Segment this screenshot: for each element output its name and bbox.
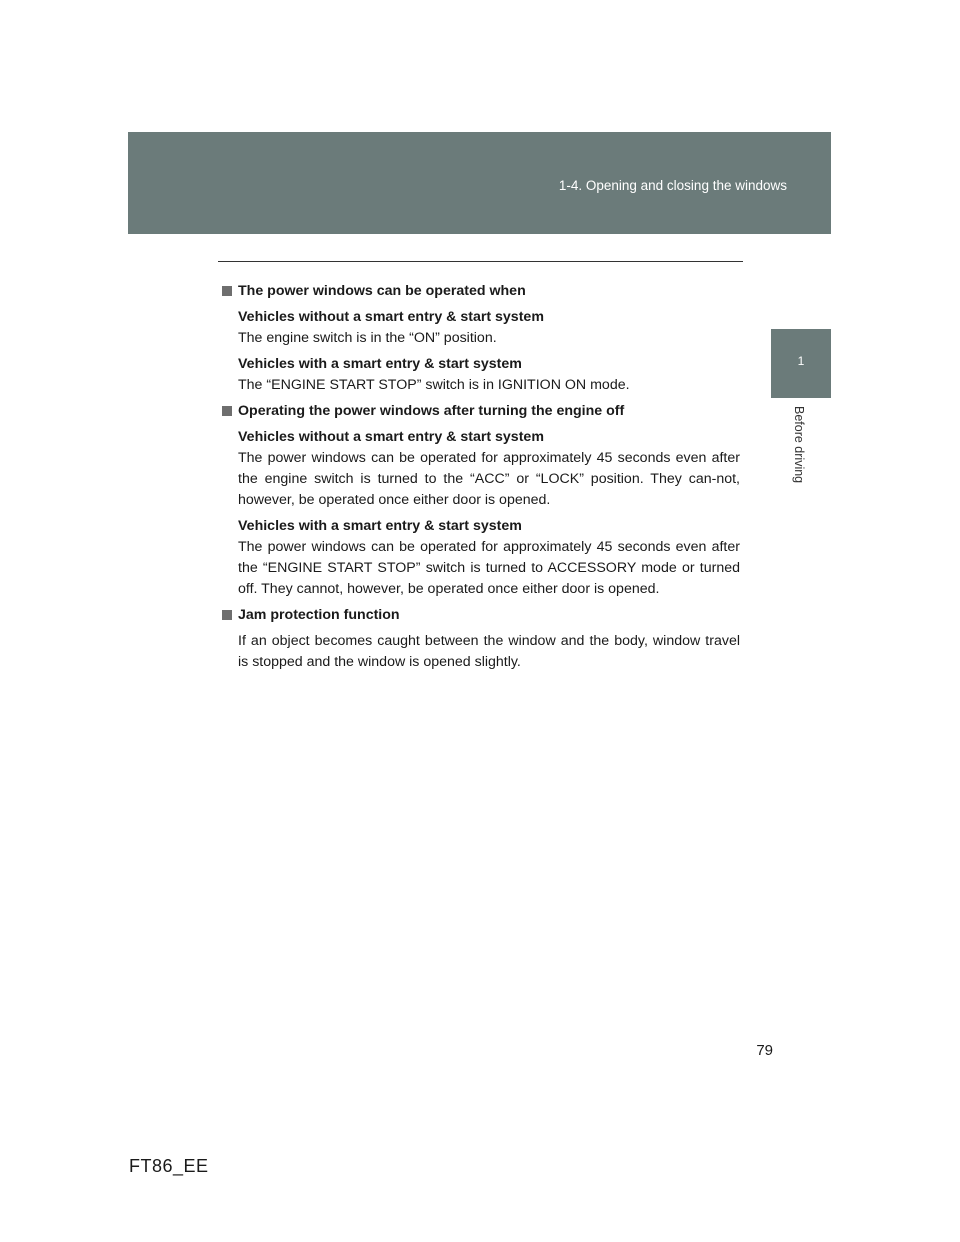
square-bullet-icon	[222, 610, 232, 620]
section-heading-text: Jam protection function	[238, 607, 400, 623]
section-heading-text: Operating the power windows after turning the engine off	[238, 403, 625, 419]
section-heading	[222, 401, 740, 422]
section-heading-text: The power windows can be operated when	[238, 283, 526, 299]
section-heading	[222, 605, 740, 626]
section-divider	[218, 261, 743, 262]
chapter-tab[interactable]	[771, 329, 831, 398]
block-text: If an object becomes caught between the window and the body, window travel is stopped and the window is opened slightly.	[238, 633, 740, 670]
block-subheading: Vehicles without a smart entry & start system	[238, 429, 544, 445]
block-text: The power windows can be operated for approximately 45 seconds even after the “ENGINE START STOP” switch is turned to ACCESSORY mode or turned off. They cannot, however, be operated once either door is opened.	[238, 539, 740, 597]
header-band	[128, 132, 831, 234]
content-block	[222, 354, 740, 396]
block-subheading: Vehicles without a smart entry & start system	[238, 309, 544, 325]
block-text: The power windows can be operated for approximately 45 seconds even after the engine switch is turned to the “ACC” or “LOCK” position. They can-not, however, be operated once either door is opened.	[238, 450, 740, 508]
content-block	[222, 307, 740, 349]
block-subheading: Vehicles with a smart entry & start system	[238, 518, 522, 534]
section-heading	[222, 281, 740, 302]
content-block	[222, 427, 740, 511]
content-block	[222, 631, 740, 673]
document-code: FT86_EE	[129, 1156, 209, 1176]
content-block	[222, 516, 740, 600]
block-text: The “ENGINE START STOP” switch is in IGNITION ON mode.	[238, 377, 630, 393]
page-content	[222, 281, 740, 678]
chapter-name: Before driving	[792, 406, 806, 484]
section-title: 1-4. Opening and closing the windows	[558, 178, 787, 193]
page-number: 79	[756, 1042, 773, 1059]
square-bullet-icon	[222, 406, 232, 416]
chapter-number: 1	[797, 354, 805, 368]
block-text: The engine switch is in the “ON” position.	[238, 330, 497, 346]
square-bullet-icon	[222, 286, 232, 296]
block-subheading: Vehicles with a smart entry & start system	[238, 356, 522, 372]
